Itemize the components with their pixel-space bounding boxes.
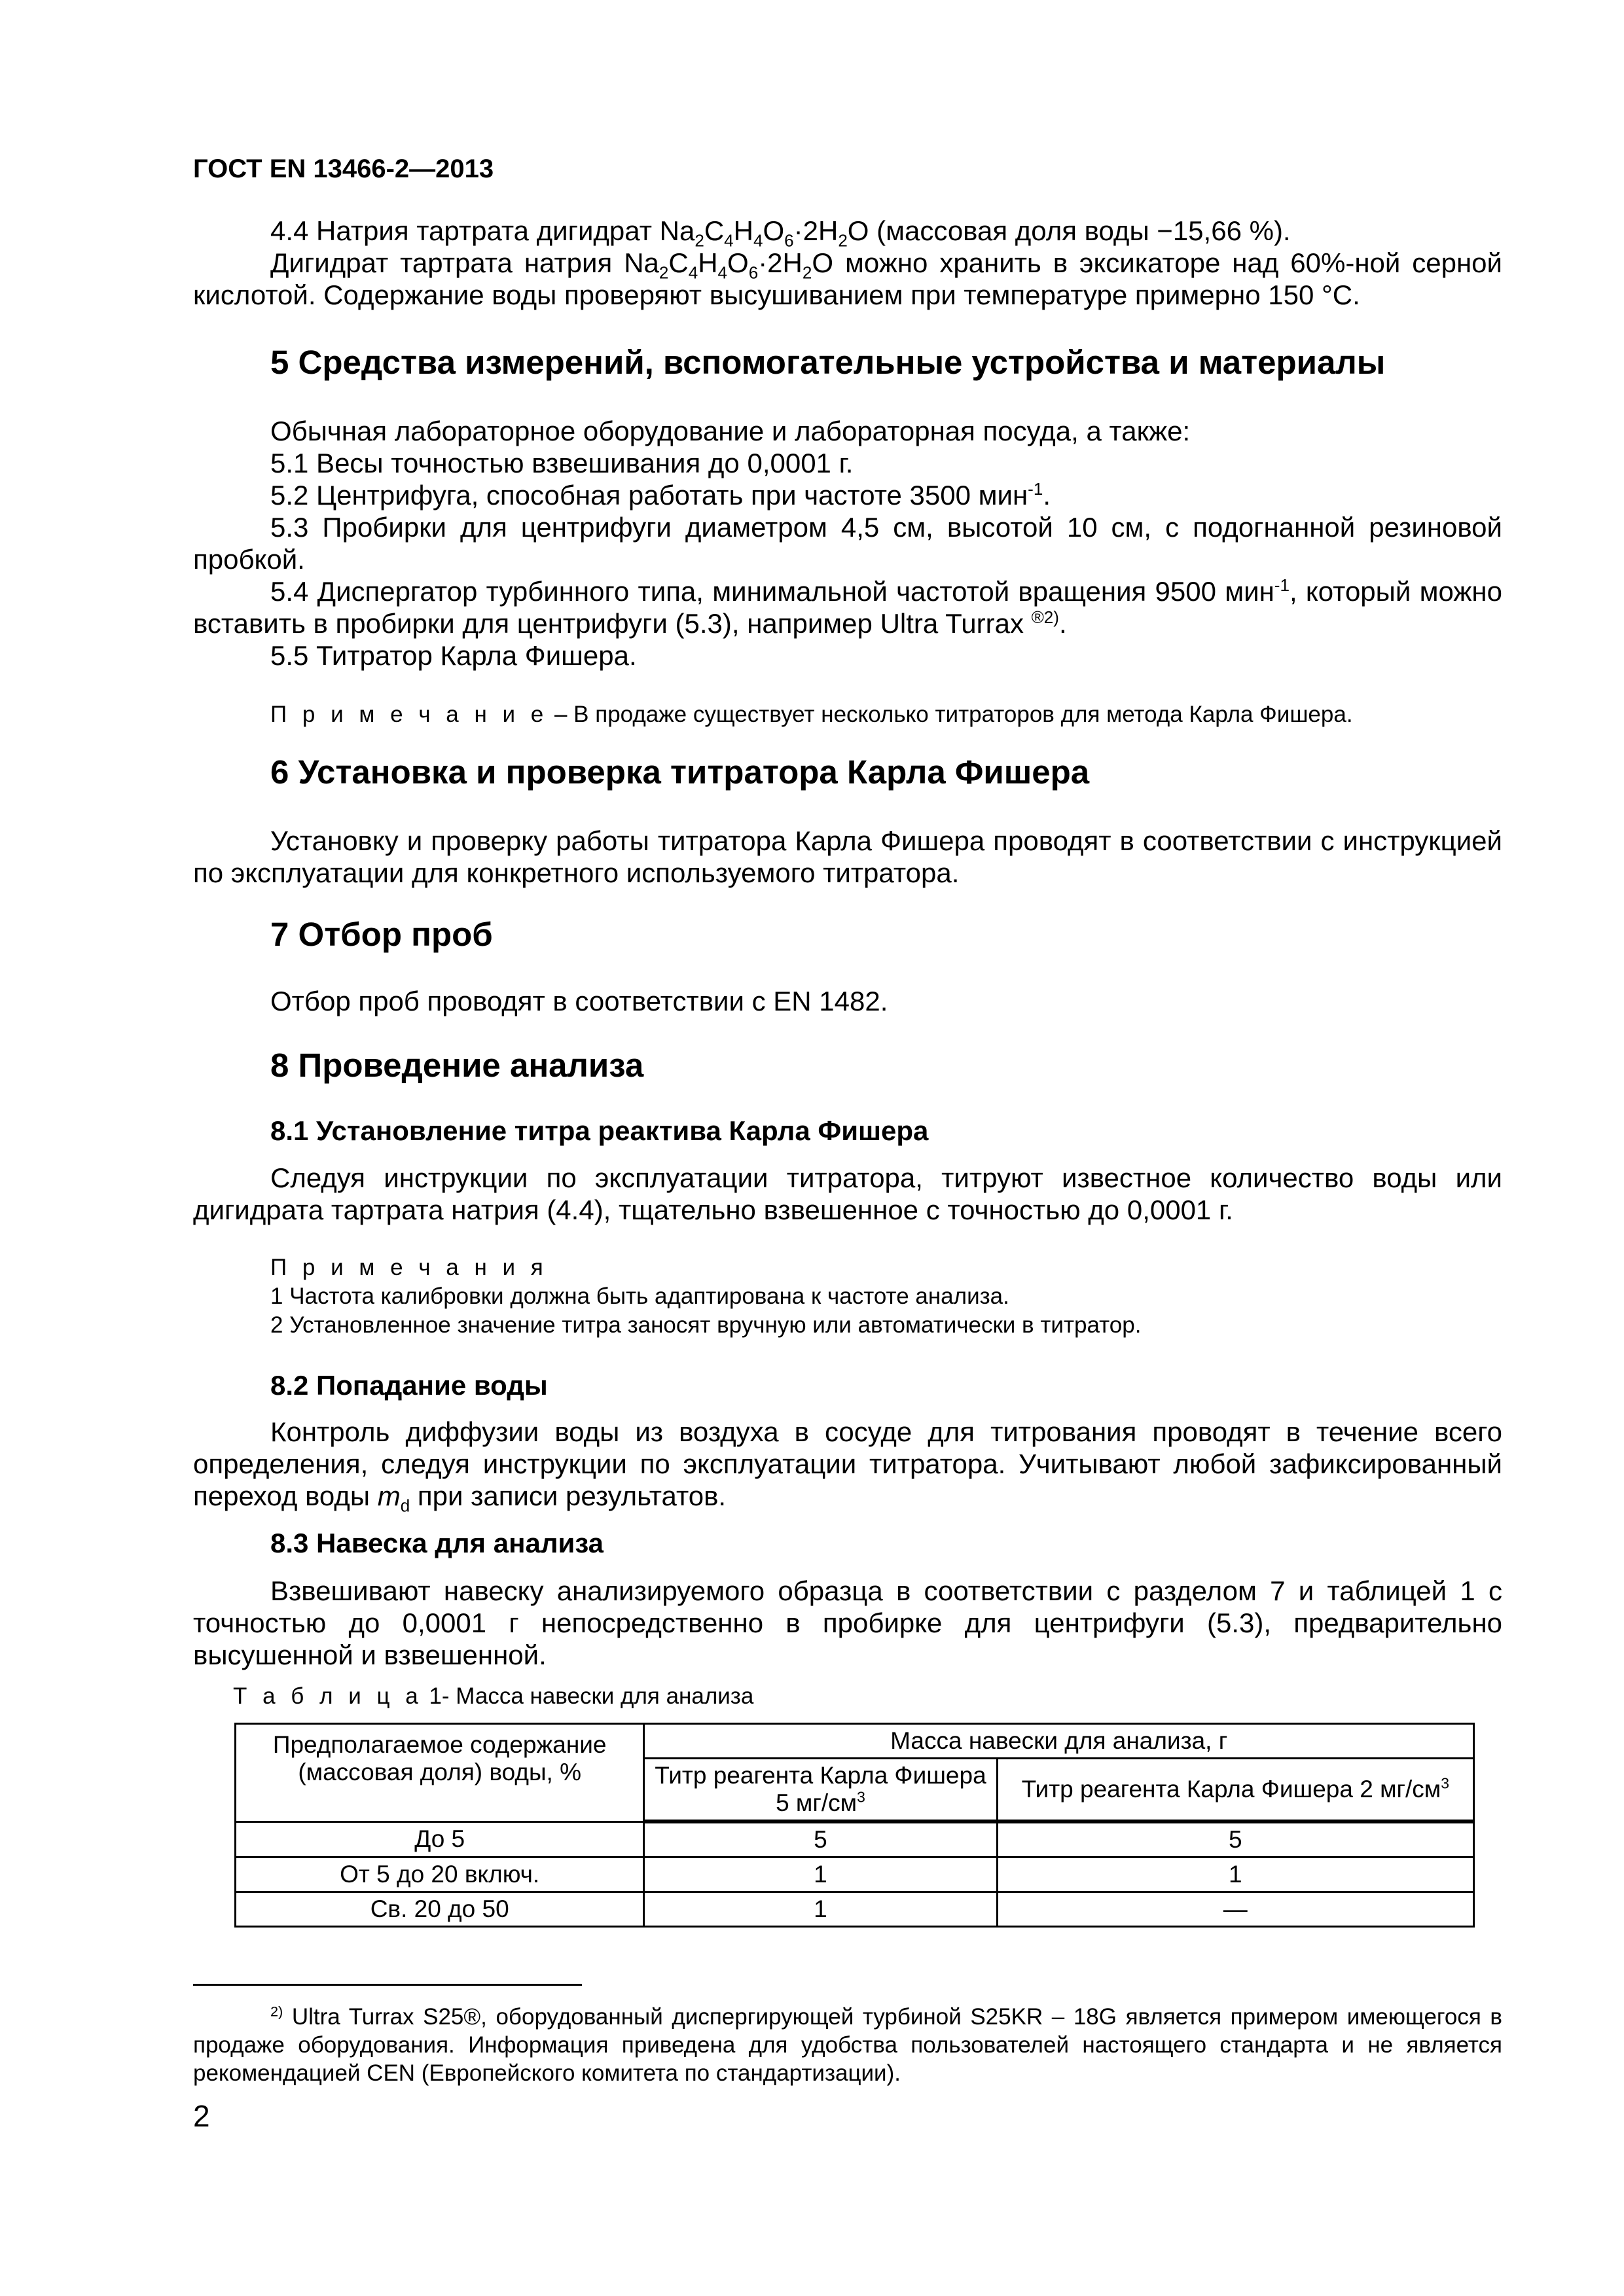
section-6-heading: 6 Установка и проверка титратора Карла Фишера xyxy=(270,753,1090,791)
table-row xyxy=(236,1892,1474,1927)
cell-range: От 5 до 20 включ. xyxy=(236,1857,644,1892)
table-row xyxy=(236,1821,1474,1857)
cell-titre-5: 1 xyxy=(644,1857,997,1892)
section-8-2-text: Контроль диффузии воды из воздуха в сосуде для титрования проводят в течение всего определения, следуя инструкции по эксплуатации титратора. Учитывают любой зафиксированный переход воды $m_d$ при записи результатов. xyxy=(193,1416,1502,1516)
table-row xyxy=(236,1857,1474,1892)
table-caption xyxy=(233,1682,1542,1711)
note-label: П р и м е ч а н и е xyxy=(270,702,549,727)
mass-table xyxy=(234,1723,1475,1928)
section-8-3-heading: 8.3 Навеска для анализа xyxy=(270,1528,604,1558)
section-5 xyxy=(193,343,1502,382)
section-8-heading: 8 Проведение анализа xyxy=(270,1047,644,1084)
col-group-mass-header: Масса навески для анализа, г xyxy=(644,1724,1474,1759)
section-5-note xyxy=(193,700,1502,729)
section-5-heading: 5 Средства измерений, вспомогательные устройства и материалы xyxy=(270,344,1386,381)
footnote-mark: 2) xyxy=(270,2003,283,2020)
paragraph-4-4-title: 4.4 Натрия тартрата дигидрат $Na_2C_4H_4O_6\cdot 2H_2O$ (массовая доля воды −15,66 %). xyxy=(270,215,1291,251)
notes-label: П р и м е ч а н и я xyxy=(270,1255,548,1280)
section-8-3 xyxy=(193,1527,1502,1560)
section-6-body xyxy=(193,825,1502,889)
cell-range: До 5 xyxy=(236,1821,644,1857)
section-8-3-body xyxy=(193,1575,1502,1671)
note-1: 1 Частота калибровки должна быть адаптирована к частоте анализа. xyxy=(270,1283,1009,1309)
section-5-intro: Обычная лабораторное оборудование и лабораторная посуда, а также: xyxy=(270,416,1191,446)
section-6-text: Установку и проверку работы титратора Карла Фишера проводят в соответствии с инструкцией по эксплуатации для конкретного используемого титратора. xyxy=(193,825,1502,888)
cell-titre-2: 5 xyxy=(997,1821,1473,1857)
cell-range: Св. 20 до 50 xyxy=(236,1892,644,1927)
col-water-content-header: Предполагаемое содержание (массовая доля) воды, % xyxy=(236,1724,644,1822)
section-8-2-body xyxy=(193,1416,1502,1516)
footnote-text: Ultra Turrax S25®, оборудованный диспергирующей турбиной S25KR – 18G является примером имеющегося в продаже оборудования. Информация приведена для удобства пользователей настоящего стандарта и не является рекомендацией CEN (Европейского комитета по стандартизации). xyxy=(193,2004,1502,2086)
section-4-4 xyxy=(193,215,1502,311)
section-8-1-heading: 8.1 Установление титра реактива Карла Фишера xyxy=(270,1115,929,1146)
footnote xyxy=(193,2003,1502,2087)
item-5-3: 5.3 Пробирки для центрифуги диаметром 4,5 см, высотой 10 см, с подогнанной резиновой пробкой. xyxy=(193,512,1502,575)
paragraph-4-4-text: Дигидрат тартрата натрия $Na_2C_4H_4O_6\cdot 2H_2O$ можно хранить в эксикаторе над 60%-ной серной кислотой. Содержание воды проверяют высушиванием при температуре примерно 150 °C. xyxy=(193,247,1503,310)
table-caption-label: Т а б л и ц а xyxy=(233,1683,423,1709)
cell-titre-5: 1 xyxy=(644,1892,997,1927)
section-8-1-text: Следуя инструкции по эксплуатации титратора, титруют известное количество воды или дигидрата тартрата натрия (4.4), тщательно взвешенное с точностью до 0,0001 г. xyxy=(193,1162,1502,1225)
standard-header: ГОСТ EN 13466-2—2013 xyxy=(193,154,494,183)
cell-titre-2: — xyxy=(997,1892,1473,1927)
section-7 xyxy=(193,915,1502,954)
item-5-5: 5.5 Титратор Карла Фишера. xyxy=(270,640,637,671)
col-titre-5-header: Титр реагента Карла Фишера 5 $мг/см^3$ xyxy=(644,1759,997,1822)
footnote-separator xyxy=(193,1984,582,1986)
section-8-1-body xyxy=(193,1162,1502,1226)
section-8-3-text: Взвешивают навеску анализируемого образца в соответствии с разделом 7 и таблицей 1 с точностью до 0,0001 г непосредственно в пробирке для центрифуги (5.3), предварительно высушенной и взвешенной. xyxy=(193,1575,1502,1670)
section-8-2 xyxy=(193,1369,1502,1402)
section-7-heading: 7 Отбор проб xyxy=(270,916,493,953)
col-titre-2-header: Титр реагента Карла Фишера 2 $мг/см^3$ xyxy=(997,1759,1473,1822)
section-7-text: Отбор проб проводят в соответствии с EN 1482. xyxy=(270,986,888,1016)
section-8-1 xyxy=(193,1115,1502,1147)
cell-titre-5: 5 xyxy=(644,1821,997,1857)
section-6 xyxy=(193,753,1502,792)
section-5-body xyxy=(193,415,1502,672)
item-5-1: 5.1 Весы точностью взвешивания до 0,0001 г. xyxy=(270,448,854,478)
page-number: 2 xyxy=(193,2099,210,2133)
section-8-1-notes xyxy=(193,1253,1502,1340)
note-2: 2 Установленное значение титра заносят вручную или автоматически в титратор. xyxy=(270,1312,1142,1338)
section-8 xyxy=(193,1046,1502,1085)
table-caption-text: 1- Масса навески для анализа xyxy=(422,1683,754,1709)
note-text: – В продаже существует несколько титраторов для метода Карла Фишера. xyxy=(548,702,1353,727)
section-8-2-heading: 8.2 Попадание воды xyxy=(270,1370,548,1401)
section-7-body xyxy=(193,985,1502,1017)
item-5-4: 5.4 Диспергатор турбинного типа, минимальной частотой вращения 9500 мин$^{-1}$, который можно вставить в пробирки для центрифуги (5.3), например Ultra Turrax $^{®2)}$. xyxy=(193,575,1502,639)
item-5-2: 5.2 Центрифуга, способная работать при частоте 3500 мин$^{-1}$. xyxy=(270,479,1051,511)
cell-titre-2: 1 xyxy=(997,1857,1473,1892)
